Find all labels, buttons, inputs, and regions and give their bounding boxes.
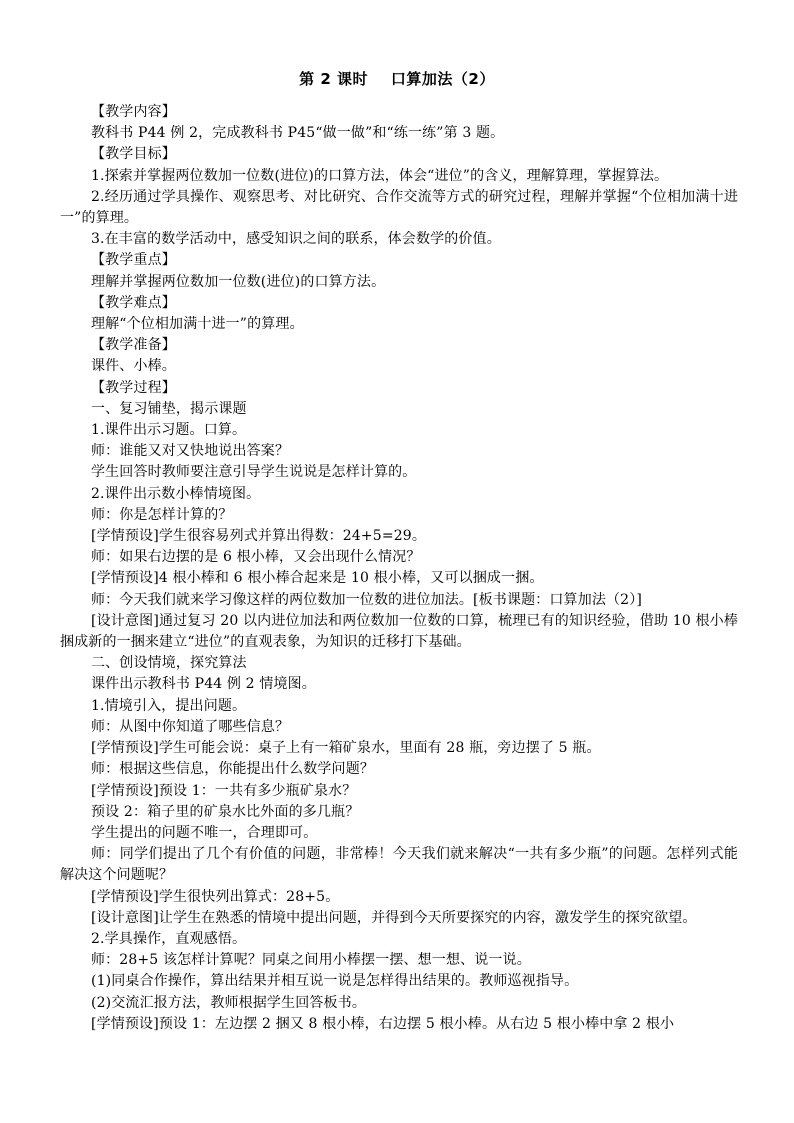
paragraph: 师：同学们提出了几个有价值的问题，非常棒！今天我们就来解决“一共有多少瓶”的问题。怎样列式能解决这个问题呢？ [60,846,738,884]
paragraph: 预设 2：箱子里的矿泉水比外面的多几瓶？ [91,803,360,820]
section-heading-process: 【教学过程】 [91,379,176,396]
paragraph: [学情预设]预设 1：左边摆 2 捆又 8 根小棒，右边摆 5 根小棒。从右边 5 根小棒中拿 2 根小 [91,1015,675,1032]
paragraph: 2.经历通过学具操作、观察思考、对比研究、合作交流等方式的研究过程，理解并掌握“个位相加满十进一”的算理。 [60,188,738,227]
paragraph: 学生回答时教师要注意引导学生说说是怎样计算的。 [91,464,417,481]
paragraph: 师：如果右边摆的是 6 根小棒，又会出现什么情况？ [91,549,421,566]
subsection-heading: 二、创设情境，探究算法 [91,655,247,672]
paragraph: [设计意图]让学生在熟悉的情境中提出问题，并得到今天所要探究的内容，激发学生的探究欲望。 [91,909,697,926]
paragraph: [学情预设]学生很容易列式并算出得数：24+5=29。 [91,528,426,545]
paragraph: 师：谁能又对又快地说出答案？ [91,443,290,460]
section-heading-preparation: 【教学准备】 [91,337,176,354]
paragraph: 1.探索并掌握两位数加一位数(进位)的口算方法，体会“进位”的含义，理解算理，掌握算法。 [91,167,669,184]
paragraph: [学情预设]预设 1：一共有多少瓶矿泉水？ [91,782,357,799]
paragraph: [设计意图]通过复习 20 以内进位加法和两位数加一位数的口算，梳理已有的知识经验，借助 10 根小棒捆成新的一捆来建立“进位”的直观表象，为知识的迁移打下基础。 [60,612,738,651]
section-heading-key-points: 【教学重点】 [91,252,176,269]
paragraph: 2.学具操作，直观感悟。 [91,930,247,947]
paragraph: 师：今天我们就来学习像这样的两位数加一位数的进位加法。[板书课题：口算加法（2）] [91,591,642,608]
section-heading-content: 【教学内容】 [91,104,176,120]
paragraph: 师：你是怎样计算的？ [91,506,233,523]
paragraph: 学生提出的问题不唯一，合理即可。 [91,824,318,841]
paragraph: [学情预设]学生很快列出算式：28+5。 [91,888,340,905]
page-title: 第 2 课时 口算加法（2） [299,70,495,88]
paragraph: 1.情境引入，提出问题。 [91,697,247,714]
paragraph: [学情预设]4 根小棒和 6 根小棒合起来是 10 根小棒，又可以捆成一捆。 [91,570,544,587]
paragraph: [学情预设]学生可能会说：桌子上有一箱矿泉水，里面有 28 瓶，旁边摆了 5 瓶。 [91,740,601,757]
paragraph: (2)交流汇报方法，教师根据学生回答板书。 [91,994,366,1011]
document-body [60,102,738,1035]
paragraph: 师：从图中你知道了哪些信息？ [91,718,290,735]
paragraph: 课件出示教科书 P44 例 2 情境图。 [91,676,316,693]
paragraph: 1.课件出示习题。口算。 [91,422,247,439]
section-heading-goals: 【教学目标】 [91,146,176,163]
paragraph: 3.在丰富的数学活动中，感受知识之间的联系，体会数学的价值。 [91,231,501,248]
paragraph: (1)同桌合作操作，算出结果并相互说一说是怎样得出结果的。教师巡视指导。 [91,973,579,990]
paragraph: 师：28+5 该怎样计算呢？同桌之间用小棒摆一摆、想一想、说一说。 [91,952,531,969]
paragraph: 师：根据这些信息，你能提出什么数学问题？ [91,761,374,778]
paragraph: 2.课件出示数小棒情境图。 [91,485,261,502]
subsection-heading: 一、复习铺垫，揭示课题 [91,400,247,417]
section-heading-difficulty: 【教学难点】 [91,294,176,311]
paragraph: 理解并掌握两位数加一位数(进位)的口算方法。 [91,273,386,290]
paragraph: 教科书 P44 例 2，完成教科书 P45“做一做”和“练一练”第 3 题。 [91,125,505,142]
paragraph: 理解“个位相加满十进一”的算理。 [91,316,304,333]
paragraph: 课件、小棒。 [91,358,176,375]
